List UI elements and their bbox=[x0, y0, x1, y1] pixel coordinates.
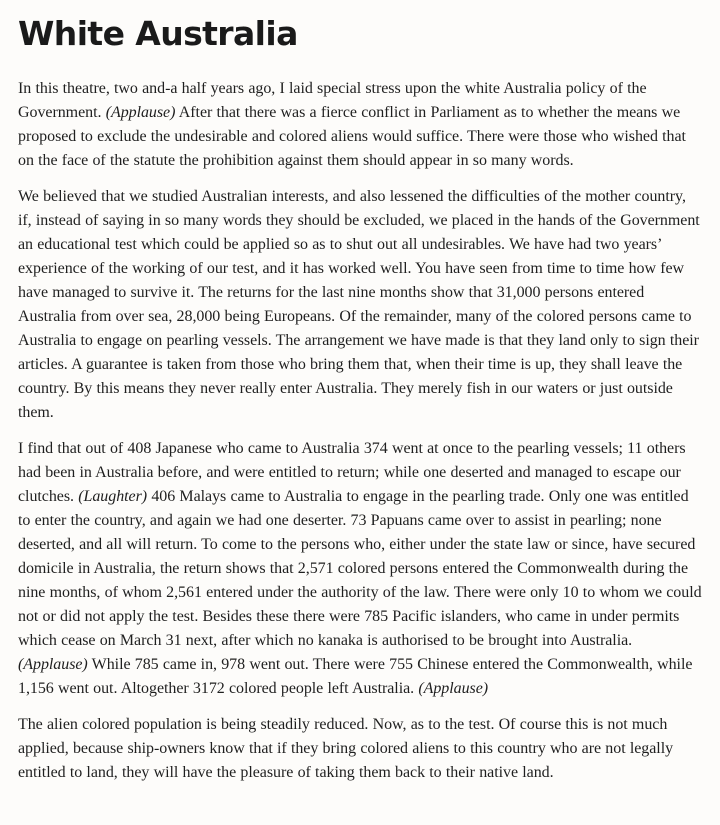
document-body bbox=[18, 77, 702, 785]
paragraph-4 bbox=[18, 713, 702, 785]
page-title: White Australia bbox=[18, 14, 298, 53]
paragraph-text: We believed that we studied Australian interests, and also lessened the difficulties of the mother country, if, instead of saying in so many words they should be excluded, we placed in the hands of the Government an educational test which could be applied so as to shut out all undesirables. We have had two years’ experience of the working of our test, and it has worked well. You have seen from time to time how few have managed to survive it. The returns for the last nine months show that 31,000 persons entered Australia from over sea, 28,000 being Europeans. Of the remainder, many of the colored persons came to Australia to engage on pearling vessels. The arrangement we have made is that they land only to sign their articles. A guarantee is taken from those who bring them that, when their time is up, they shall leave the country. By this means they never really enter Australia. They merely fish in our waters or just outside them. bbox=[18, 188, 700, 421]
audience-reaction: (Applause) bbox=[418, 680, 489, 697]
paragraph-text: After that there was a fierce conflict in Parliament as to whether the means we proposed to exclude the undesirable and colored aliens would suffice. There were those who wished that on the face of the statute the prohibition against them should appear in so many words. bbox=[18, 104, 686, 169]
audience-reaction: (Applause) bbox=[105, 104, 176, 121]
paragraph-text: While 785 came in, 978 went out. There were 755 Chinese entered the Commonwealth, while 1,156 went out. Altogether 3172 colored people left Australia. bbox=[18, 656, 693, 697]
paragraph-text: In this theatre, two and-a half years ago, I laid special stress upon the white Australia policy of the Government. bbox=[18, 80, 647, 121]
paragraph-text: 406 Malays came to Australia to engage in the pearling trade. Only one was entitled to enter the country, and again we had one deserter. 73 Papuans came over to assist in pearling; none deserted, and all will return. To come to the persons who, either under the state law or since, have secured domicile in Australia, the return shows that 2,571 colored persons entered the Commonwealth during the nine months, of whom 2,561 entered under the authority of the law. There were only 10 to whom we could not or did not apply the test. Besides these there were 785 Pacific islanders, who came in under permits which cease on March 31 next, after which no kanaka is authorised to be brought into Australia. bbox=[18, 488, 702, 649]
paragraph-text: I find that out of 408 Japanese who came to Australia 374 went at once to the pearling vessels; 11 others had been in Australia before, and were entitled to return; while one deserted and managed to escape our clutches. bbox=[18, 440, 686, 505]
paragraph-text: The alien colored population is being steadily reduced. Now, as to the test. Of course this is not much applied, because ship-owners know that if they bring colored aliens to this country who are not legally entitled to land, they will have the pleasure of taking them back to their native land. bbox=[18, 716, 674, 781]
paragraph-1 bbox=[18, 77, 702, 173]
audience-reaction: (Laughter) bbox=[78, 488, 148, 505]
paragraph-2 bbox=[18, 185, 702, 425]
paragraph-3 bbox=[18, 437, 702, 701]
audience-reaction: (Applause) bbox=[18, 656, 88, 673]
